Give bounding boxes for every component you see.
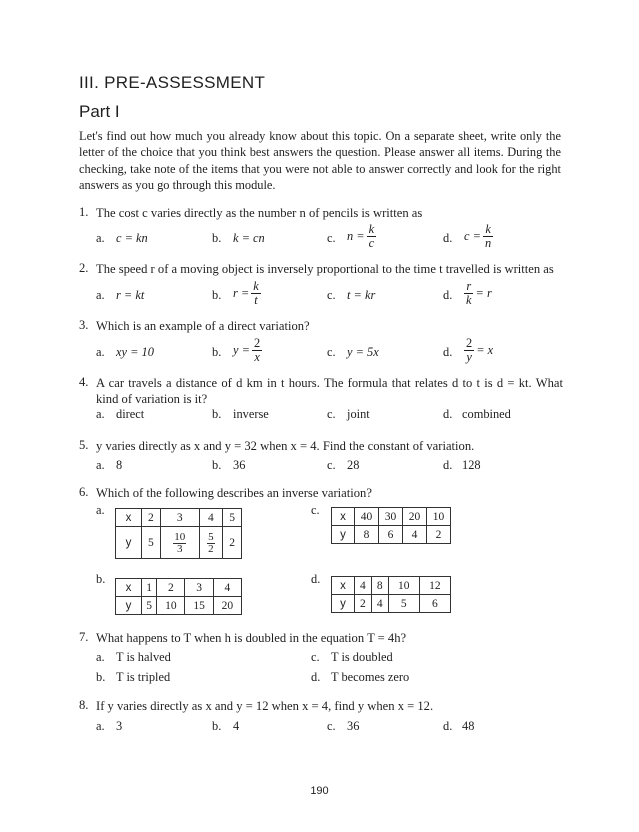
- table-a-y2-den: 3: [176, 542, 183, 555]
- q7-a-value: T is halved: [116, 650, 171, 664]
- q1-c-den: c: [368, 236, 375, 250]
- table-d-x2: 8: [371, 577, 388, 595]
- table-c-x1: 40: [355, 508, 379, 526]
- q5-text: y varies directly as x and y = 32 when x = 4. Find the constant of variation.: [96, 439, 475, 453]
- q6-table-d: [331, 576, 451, 613]
- intro-paragraph: Let's find out how much you already know about this topic. On a separate sheet, write only the letter of the choice that you think best answers the question. Please answer all items. During the checking, take note of the items that you were not able to answer correctly and look for the right answers as you go through this module.: [79, 129, 561, 193]
- table-a-x4: 5: [223, 509, 242, 527]
- q2-a-letter: a.: [96, 288, 105, 302]
- q1-a-value: c = kn: [116, 231, 148, 245]
- q8-number: 8.: [79, 698, 89, 712]
- table-b-x4: 4: [213, 579, 241, 597]
- q6-c-letter: c.: [311, 503, 320, 517]
- table-b-y4: 20: [213, 597, 241, 615]
- q2-b-letter: b.: [212, 288, 222, 302]
- table-b-x-label: x: [116, 579, 142, 597]
- q2-c-letter: c.: [327, 288, 336, 302]
- q5-a-letter: a.: [96, 458, 105, 472]
- q6-table-b: [115, 578, 242, 615]
- table-d-x3: 10: [388, 577, 419, 595]
- q2-d-value: [462, 280, 492, 307]
- q2-d-num: r: [466, 279, 472, 293]
- q8-a-value: 3: [116, 719, 123, 733]
- q2-b-lhs: r =: [233, 286, 250, 300]
- q5-c-letter: c.: [327, 458, 336, 472]
- q4-text: A car travels a distance of d km in t hours. The formula that relates d to t is d = kt. What kind of variation is it?: [96, 376, 563, 406]
- q2-b-den: t: [254, 293, 258, 307]
- table-c-y1: 8: [355, 526, 379, 544]
- q5-a-value: 8: [116, 458, 123, 472]
- q3-d-num: 2: [466, 336, 473, 350]
- q3-b-value: [233, 337, 264, 364]
- table-a-y2-num: 10: [174, 530, 186, 543]
- table-d-x-label: x: [332, 577, 355, 595]
- q8-b-letter: b.: [212, 719, 222, 733]
- q6-a-letter: a.: [96, 503, 105, 517]
- table-b-y-label: y: [116, 597, 142, 615]
- table-c-x2: 30: [379, 508, 403, 526]
- q7-c-value: T is doubled: [331, 650, 393, 664]
- q4-b-value: inverse: [233, 407, 269, 421]
- table-c-x3: 20: [403, 508, 427, 526]
- q4-d-value: combined: [462, 407, 511, 421]
- table-a-y-label: y: [116, 527, 142, 559]
- table-b-y1: 5: [142, 597, 157, 615]
- q2-a-value: r = kt: [116, 288, 145, 302]
- table-d-y2: 4: [371, 595, 388, 613]
- q8-d-letter: d.: [443, 719, 453, 733]
- q3-b-lhs: y =: [233, 343, 250, 357]
- table-c-y-label: y: [332, 526, 355, 544]
- table-b-x1: 1: [142, 579, 157, 597]
- q1-a-letter: a.: [96, 231, 105, 245]
- q7-b-letter: b.: [96, 670, 106, 684]
- table-a-y3-den: 2: [208, 542, 214, 555]
- part-title: Part I: [79, 102, 120, 121]
- table-a-x-label: x: [116, 509, 142, 527]
- q1-number: 1.: [79, 205, 89, 219]
- q3-d-value: [462, 337, 493, 364]
- q1-c-value: [347, 223, 378, 250]
- q3-a-value: xy = 10: [116, 345, 154, 359]
- table-d-y4: 6: [419, 595, 450, 613]
- q3-number: 3.: [79, 318, 89, 332]
- q3-d-rhs: = x: [476, 343, 494, 357]
- q6-number: 6.: [79, 485, 89, 499]
- q5-b-letter: b.: [212, 458, 222, 472]
- q8-text: If y varies directly as x and y = 12 when x = 4, find y when x = 12.: [96, 699, 434, 713]
- q7-d-letter: d.: [311, 670, 321, 684]
- table-a-y1: 5: [142, 527, 161, 559]
- q1-c-letter: c.: [327, 231, 336, 245]
- table-a-y3: [199, 527, 223, 559]
- q2-b-value: [233, 280, 263, 307]
- q2-b-num: k: [253, 279, 259, 293]
- q4-c-value: joint: [347, 407, 370, 421]
- q3-b-den: x: [254, 350, 260, 364]
- table-c-y3: 4: [403, 526, 427, 544]
- q3-c-value: y = 5x: [347, 345, 379, 359]
- q8-b-value: 4: [233, 719, 240, 733]
- q1-d-num: k: [485, 222, 491, 236]
- q1-d-den: n: [484, 236, 492, 250]
- table-a-x3: 4: [199, 509, 223, 527]
- q6-table-c: [331, 507, 451, 544]
- q6-table-a: [115, 508, 242, 559]
- table-c-y2: 6: [379, 526, 403, 544]
- table-b-x3: 3: [185, 579, 213, 597]
- q3-text: Which is an example of a direct variation?: [96, 319, 310, 333]
- section-title: III. PRE-ASSESSMENT: [79, 73, 266, 92]
- q5-b-value: 36: [233, 458, 246, 472]
- q4-d-letter: d.: [443, 407, 453, 421]
- table-b-x2: 2: [157, 579, 185, 597]
- q4-b-letter: b.: [212, 407, 222, 421]
- q7-d-value: T becomes zero: [331, 670, 410, 684]
- q4-number: 4.: [79, 375, 89, 389]
- q4-a-value: direct: [116, 407, 145, 421]
- q1-d-lhs: c =: [464, 229, 481, 243]
- table-a-y2: [160, 527, 199, 559]
- q1-c-lhs: n =: [347, 229, 365, 243]
- table-a-y3-num: 5: [208, 530, 214, 543]
- table-c-x-label: x: [332, 508, 355, 526]
- table-c-x4: 10: [427, 508, 451, 526]
- table-d-y-label: y: [332, 595, 355, 613]
- table-a-x1: 2: [142, 509, 161, 527]
- table-d-y1: 2: [355, 595, 372, 613]
- q5-number: 5.: [79, 438, 89, 452]
- table-d-x4: 12: [419, 577, 450, 595]
- q1-b-letter: b.: [212, 231, 222, 245]
- q3-a-letter: a.: [96, 345, 105, 359]
- q2-d-letter: d.: [443, 288, 453, 302]
- q8-a-letter: a.: [96, 719, 105, 733]
- table-d-x1: 4: [355, 577, 372, 595]
- table-d-y3: 5: [388, 595, 419, 613]
- table-b-y3: 15: [185, 597, 213, 615]
- q6-d-letter: d.: [311, 572, 321, 586]
- q5-d-value: 128: [462, 458, 481, 472]
- q4-a-letter: a.: [96, 407, 105, 421]
- q2-d-rhs: = r: [475, 286, 492, 300]
- q4-c-letter: c.: [327, 407, 336, 421]
- q2-number: 2.: [79, 261, 89, 275]
- q7-number: 7.: [79, 630, 89, 644]
- q1-c-num: k: [368, 222, 375, 236]
- table-a-x2: 3: [160, 509, 199, 527]
- q7-c-letter: c.: [311, 650, 320, 664]
- q5-c-value: 28: [347, 458, 360, 472]
- q6-b-letter: b.: [96, 572, 106, 586]
- q8-c-value: 36: [347, 719, 360, 733]
- q3-d-letter: d.: [443, 345, 453, 359]
- q8-d-value: 48: [462, 719, 475, 733]
- q3-b-letter: b.: [212, 345, 222, 359]
- q2-d-den: k: [466, 293, 472, 307]
- q7-a-letter: a.: [96, 650, 105, 664]
- q1-d-value: [464, 223, 495, 250]
- q1-d-letter: d.: [443, 231, 453, 245]
- q2-c-value: t = kr: [347, 288, 376, 302]
- q3-c-letter: c.: [327, 345, 336, 359]
- table-b-y2: 10: [157, 597, 185, 615]
- q8-c-letter: c.: [327, 719, 336, 733]
- q6-text: Which of the following describes an inverse variation?: [96, 486, 372, 500]
- q7-b-value: T is tripled: [116, 670, 171, 684]
- q1-b-value: k = cn: [233, 231, 265, 245]
- q5-d-letter: d.: [443, 458, 453, 472]
- q3-b-num: 2: [253, 336, 261, 350]
- q1-text: The cost c varies directly as the number n of pencils is written as: [96, 206, 423, 220]
- q2-text: The speed r of a moving object is inversely proportional to the time t travelled is written as: [96, 262, 554, 276]
- q3-d-den: y: [466, 350, 472, 364]
- table-c-y4: 2: [427, 526, 451, 544]
- page-number: 190: [310, 785, 329, 797]
- table-a-y4: 2: [223, 527, 242, 559]
- q7-text: What happens to T when h is doubled in the equation T = 4h?: [96, 631, 407, 645]
